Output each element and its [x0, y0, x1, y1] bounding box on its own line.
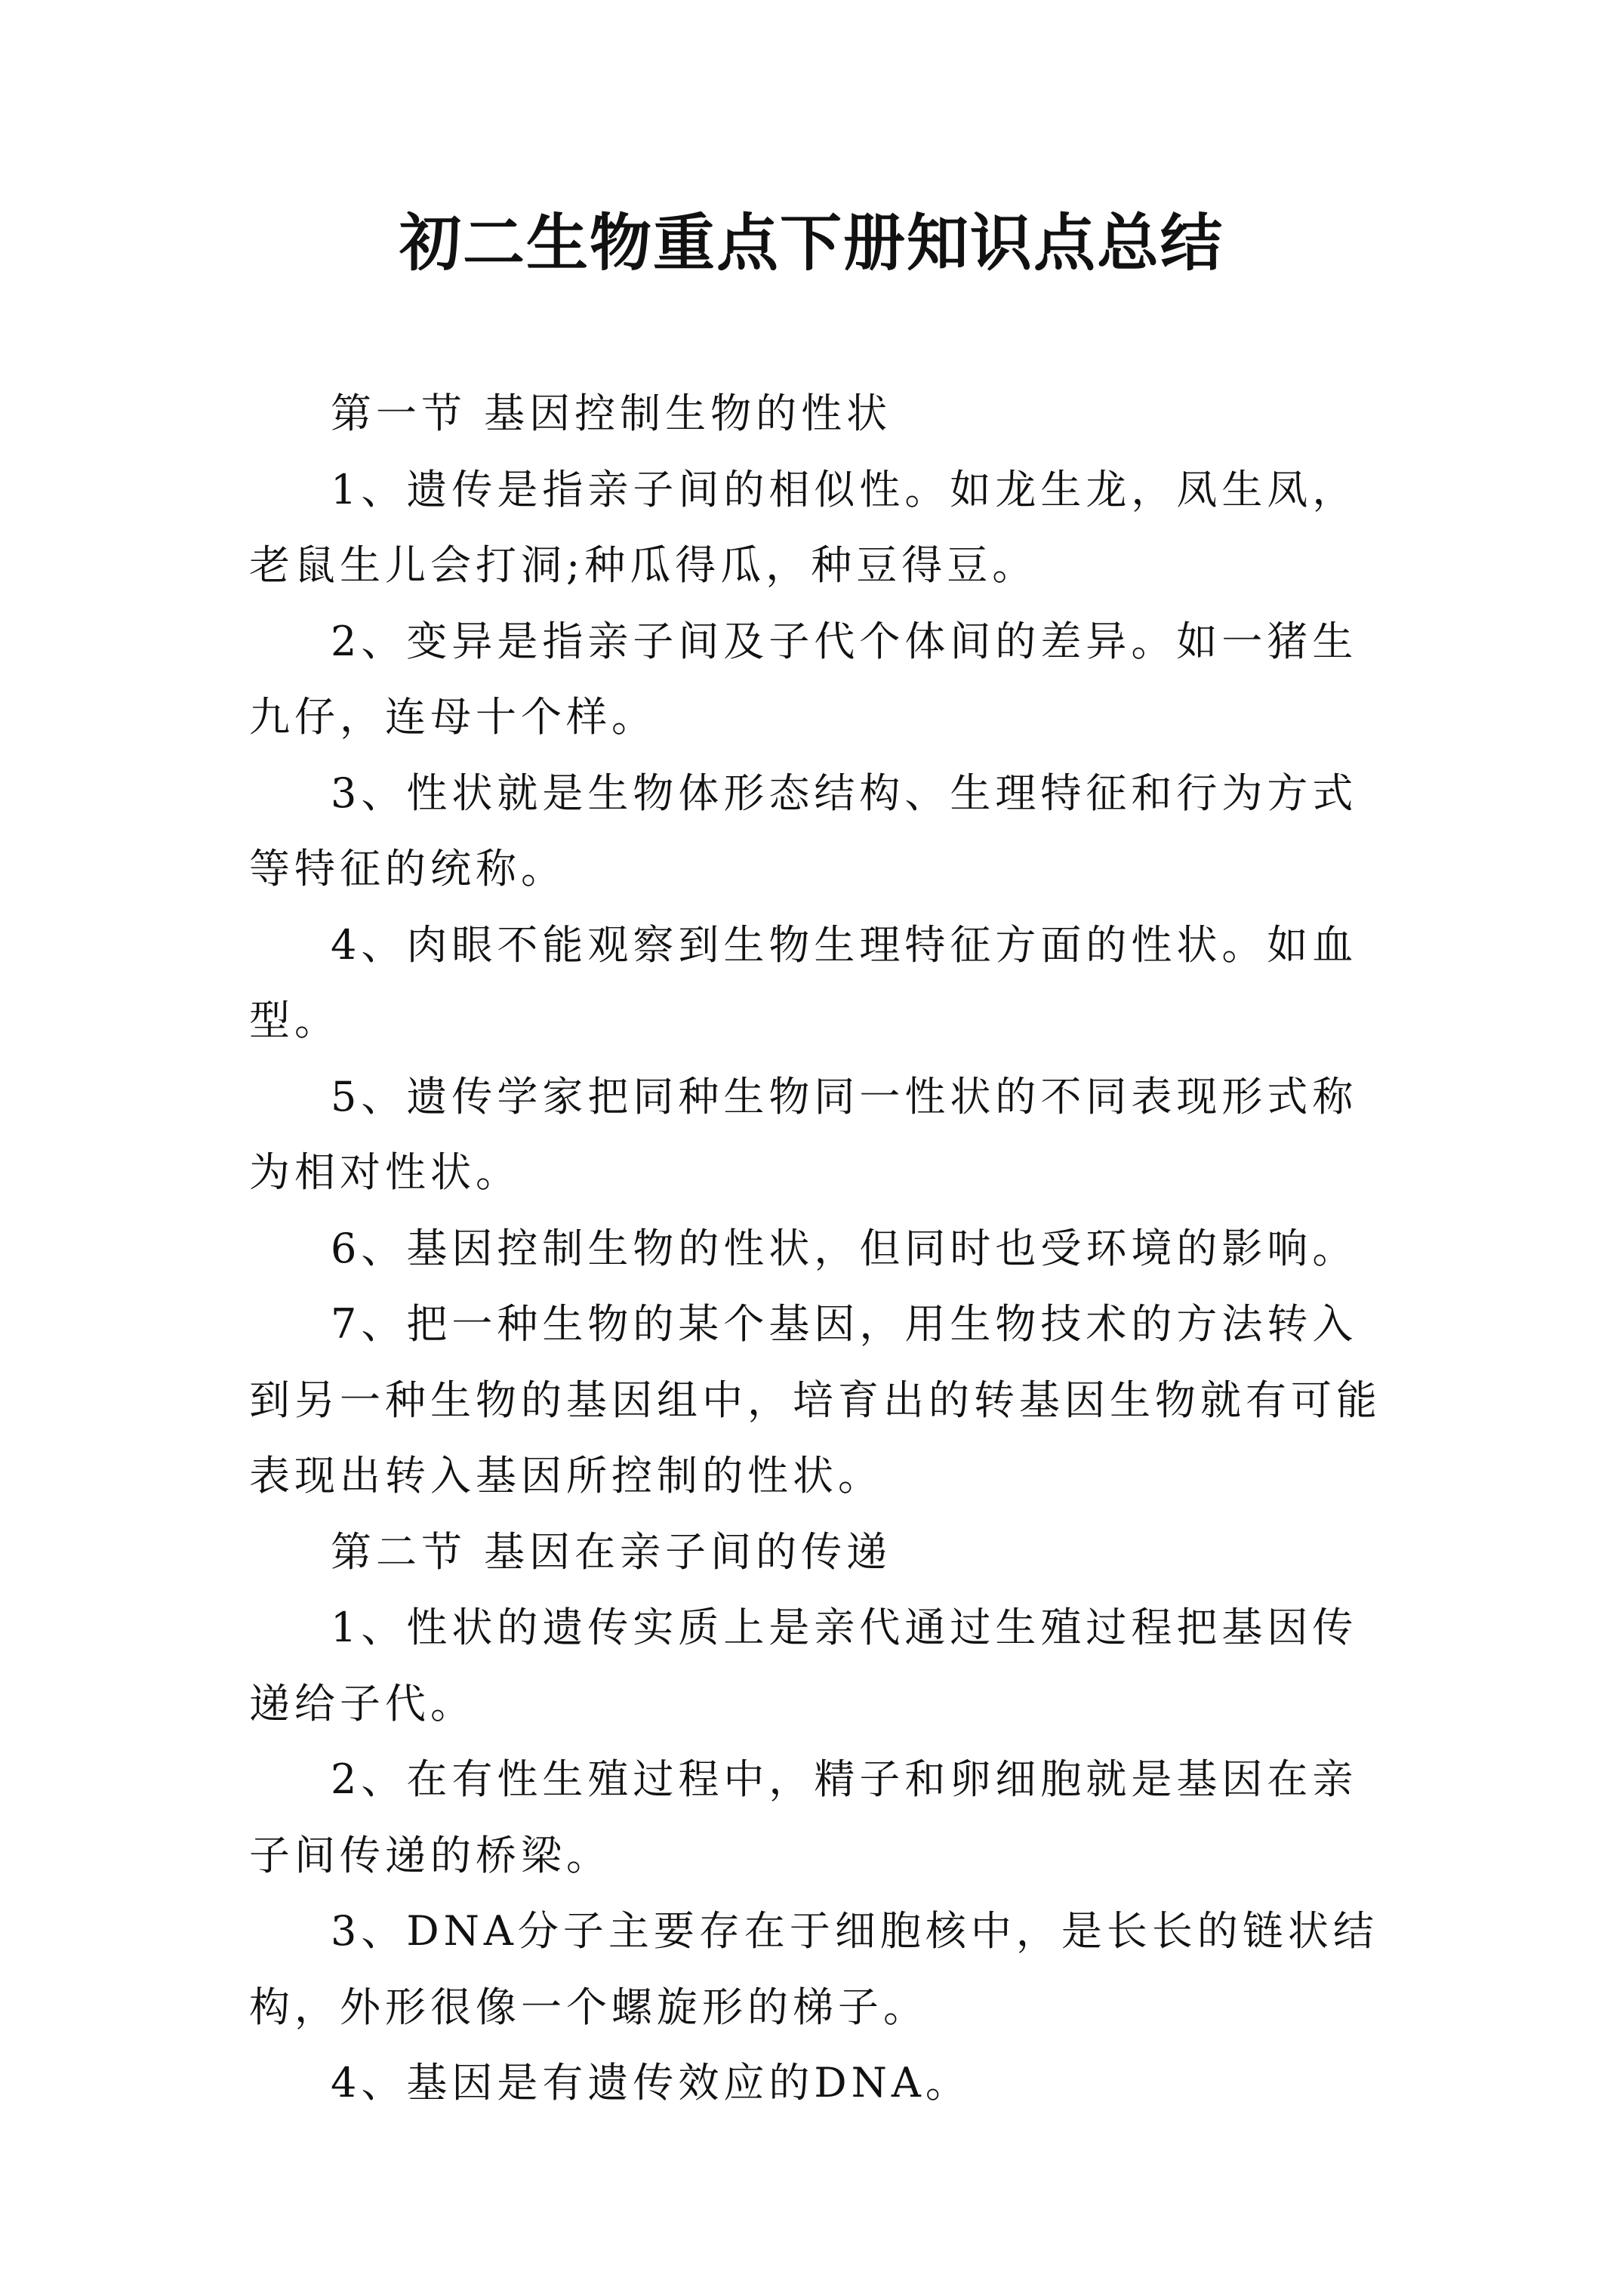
paragraph: 3、DNA分子主要存在于细胞核中，是长长的链状结构，外形很像一个螺旋形的梯子。 — [249, 1907, 1378, 2031]
paragraph: 4、基因是有遗传效应的DNA。 — [331, 2059, 971, 2106]
paragraph: 5、遗传学家把同种生物同一性状的不同表现形式称为相对性状。 — [249, 1072, 1358, 1196]
paragraph: 7、把一种生物的某个基因，用生物技术的方法转入到另一种生物的基因组中，培育出的转基因生物就有可能表现出转入基因所控制的性状。 — [249, 1300, 1381, 1499]
section-heading-2: 第二节 基因在亲子间的传递 — [331, 1527, 892, 1576]
paragraph: 4、肉眼不能观察到生物生理特征方面的性状。如血型。 — [249, 920, 1358, 1044]
paragraph: 2、变异是指亲子间及子代个体间的差异。如一猪生九仔，连母十个样。 — [249, 617, 1358, 741]
section-heading-1: 第一节 基因控制生物的性状 — [331, 390, 892, 437]
paragraph: 2、在有性生殖过程中，精子和卵细胞就是基因在亲子间传递的桥梁。 — [249, 1755, 1358, 1879]
paragraph: 6、基因控制生物的性状，但同时也受环境的影响。 — [331, 1224, 1358, 1272]
document-body — [249, 376, 1389, 2122]
document-title: 初二生物重点下册知识点总结 — [399, 207, 1224, 279]
paragraph: 1、遗传是指亲子间的相似性。如龙生龙，凤生凤，老鼠生儿会打洞;种瓜得瓜，种豆得豆。 — [249, 465, 1358, 589]
paragraph: 1、性状的遗传实质上是亲代通过生殖过程把基因传递给子代。 — [249, 1604, 1358, 1727]
paragraph: 3、性状就是生物体形态结构、生理特征和行为方式等特征的统称。 — [249, 769, 1358, 892]
